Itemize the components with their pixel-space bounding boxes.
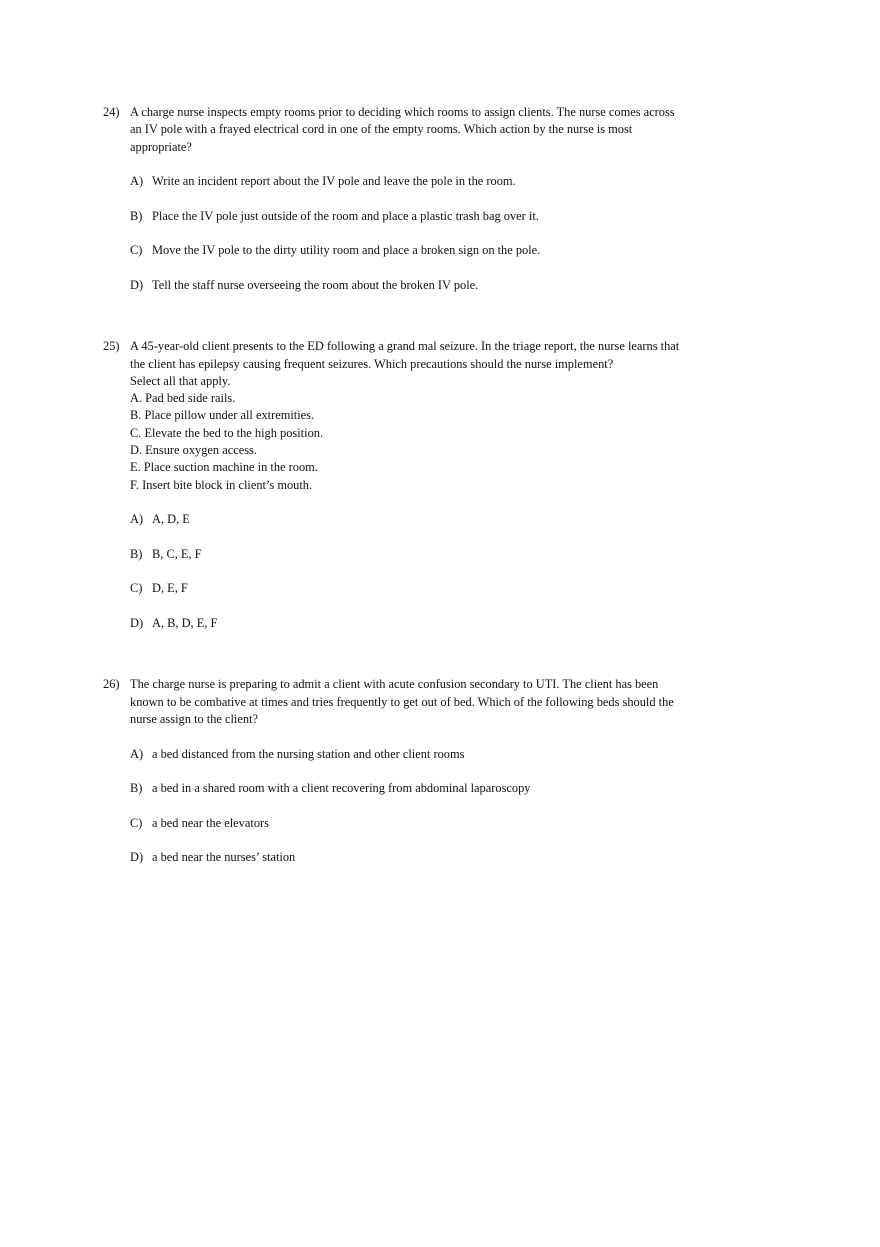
- stem-line: known to be combative at times and tries frequently to get out of bed. Which of the following beds should the: [130, 694, 674, 709]
- option-text: a bed near the elevators: [152, 815, 269, 830]
- stem-line: A charge nurse inspects empty rooms prior to deciding which rooms to assign clients. The nurse comes across: [130, 105, 675, 119]
- stem-line: A. Pad bed side rails.: [130, 391, 236, 406]
- question-24: [103, 104, 713, 294]
- answer-options: [103, 173, 713, 294]
- option-letter: B): [130, 208, 143, 223]
- answer-option-c: [130, 580, 713, 597]
- option-text: a bed in a shared room with a client recovering from abdominal laparoscopy: [152, 781, 531, 796]
- option-letter: A): [130, 746, 144, 761]
- answer-option-b: [130, 208, 713, 225]
- answer-option-a: [130, 511, 713, 528]
- question-text: [130, 104, 713, 156]
- question-stem: [103, 338, 713, 494]
- answer-option-b: [130, 780, 713, 797]
- stem-line: D. Ensure oxygen access.: [130, 443, 257, 458]
- option-text: Move the IV pole to the dirty utility room and place a broken sign on the pole.: [152, 243, 541, 258]
- question-stem: [103, 676, 713, 728]
- question-number: 24): [103, 105, 120, 119]
- question-stem: [103, 104, 713, 156]
- question-26: [103, 676, 713, 866]
- stem-line: appropriate?: [130, 139, 192, 154]
- option-text: Place the IV pole just outside of the room and place a plastic trash bag over it.: [152, 208, 539, 223]
- stem-line: A 45-year-old client presents to the ED following a grand mal seizure. In the triage report, the nurse learns that: [130, 339, 680, 354]
- answer-option-d: [130, 615, 713, 632]
- question-text: [130, 676, 713, 728]
- answer-option-d: [130, 277, 713, 294]
- option-letter: C): [130, 581, 143, 596]
- option-text: a bed near the nurses’ station: [152, 850, 296, 865]
- option-letter: B): [130, 781, 143, 796]
- stem-line: nurse assign to the client?: [130, 711, 259, 726]
- option-text: a bed distanced from the nursing station and other client rooms: [152, 746, 465, 761]
- stem-line: F. Insert bite block in client’s mouth.: [130, 477, 313, 492]
- answer-option-a: [130, 173, 713, 190]
- option-letter: C): [130, 243, 143, 258]
- question-number: 26): [103, 677, 120, 692]
- stem-line: B. Place pillow under all extremities.: [130, 408, 315, 423]
- answer-options: [103, 746, 713, 867]
- question-text: [130, 338, 713, 494]
- answer-option-d: [130, 849, 713, 866]
- option-text: Write an incident report about the IV pole and leave the pole in the room.: [152, 174, 516, 189]
- answer-options: [103, 511, 713, 632]
- option-text: D, E, F: [152, 581, 188, 596]
- option-letter: D): [130, 850, 144, 865]
- option-letter: D): [130, 277, 144, 292]
- stem-line: an IV pole with a frayed electrical cord in one of the empty rooms. Which action by the nurse is most: [130, 122, 633, 137]
- answer-option-c: [130, 242, 713, 259]
- question-number: 25): [103, 339, 120, 354]
- answer-option-b: [130, 546, 713, 563]
- question-25: [103, 338, 713, 632]
- option-text: A, B, D, E, F: [152, 616, 218, 631]
- stem-line: E. Place suction machine in the room.: [130, 460, 318, 475]
- option-letter: A): [130, 512, 144, 527]
- answer-option-c: [130, 815, 713, 832]
- option-text: A, D, E: [152, 512, 190, 527]
- option-letter: C): [130, 815, 143, 830]
- stem-line: The charge nurse is preparing to admit a client with acute confusion secondary to UTI. The client has been: [130, 677, 659, 692]
- stem-line: the client has epilepsy causing frequent seizures. Which precautions should the nurse implement?: [130, 356, 614, 371]
- answer-option-a: [130, 746, 713, 763]
- option-text: B, C, E, F: [152, 546, 202, 561]
- option-letter: B): [130, 546, 143, 561]
- option-text: Tell the staff nurse overseeing the room about the broken IV pole.: [152, 277, 479, 292]
- stem-line: Select all that apply.: [130, 373, 231, 388]
- option-letter: A): [130, 174, 144, 189]
- stem-line: C. Elevate the bed to the high position.: [130, 425, 324, 440]
- option-letter: D): [130, 616, 144, 631]
